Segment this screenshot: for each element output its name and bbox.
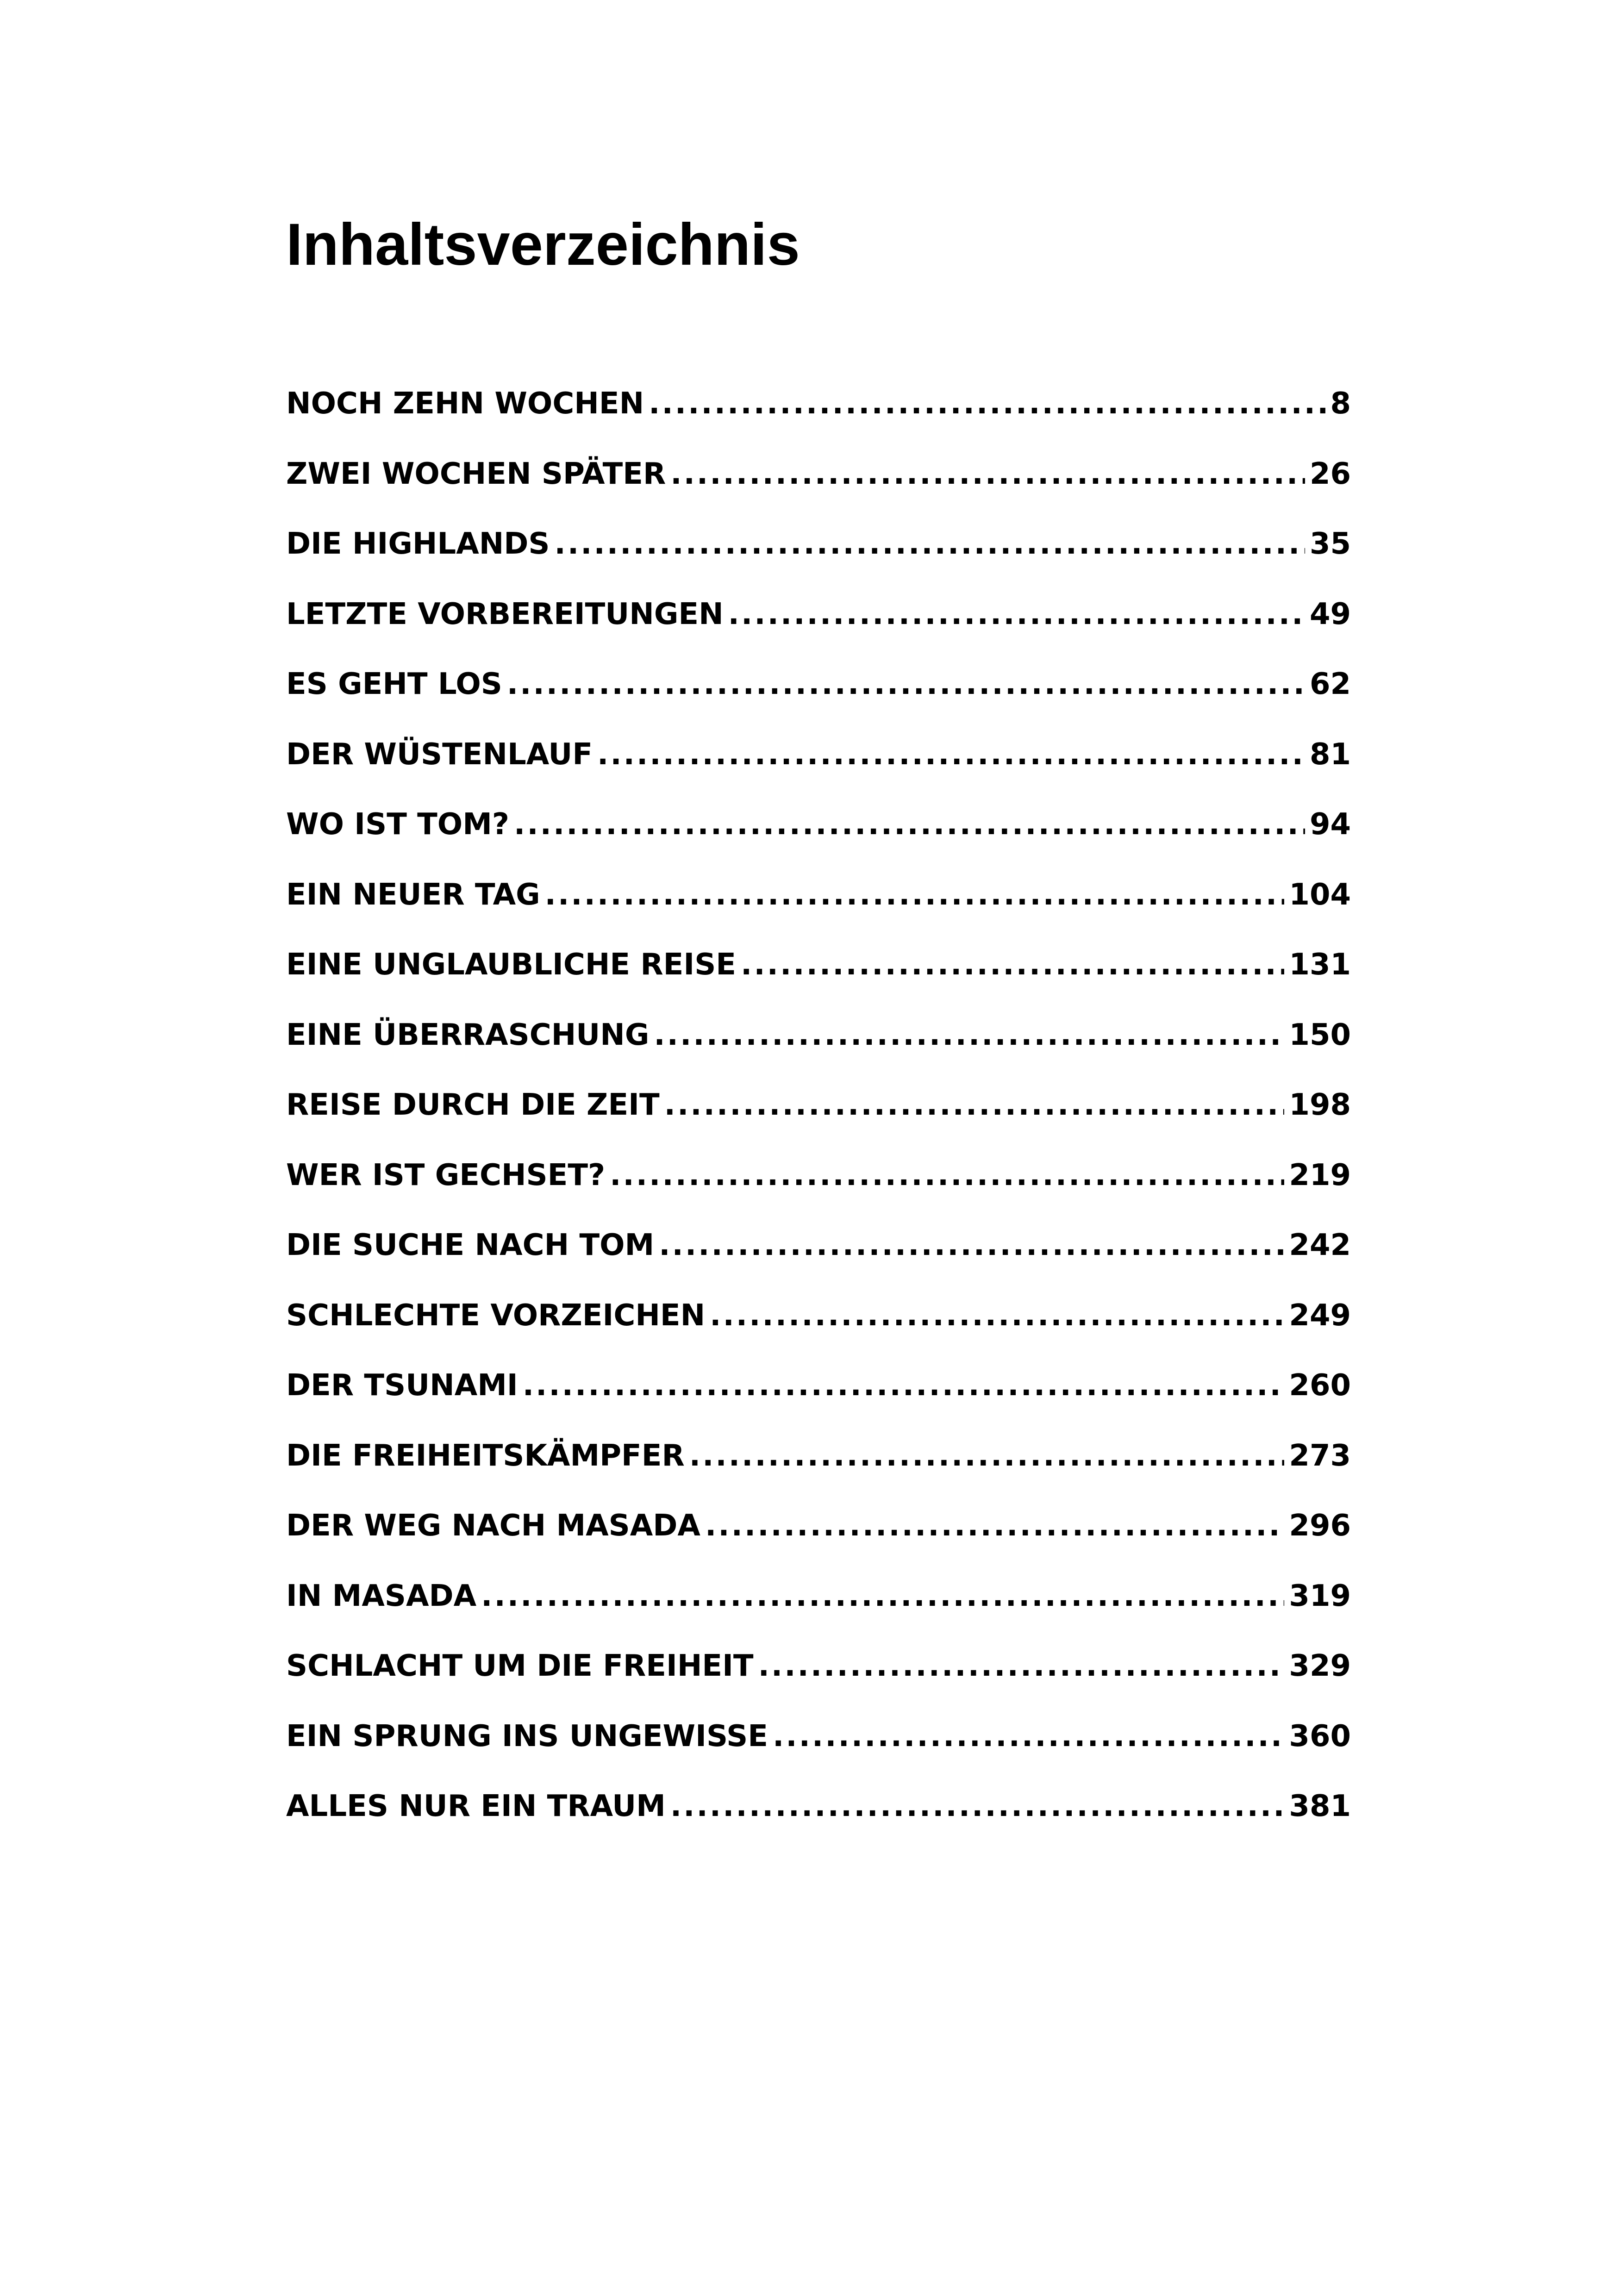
toc-entry[interactable] xyxy=(286,801,1351,872)
toc-entry[interactable] xyxy=(286,1362,1351,1433)
toc-entry[interactable] xyxy=(286,872,1351,942)
toc-entry[interactable] xyxy=(286,1783,1351,1853)
toc-entry-label: NOCH ZEHN WOCHEN xyxy=(286,387,644,421)
toc-leader-dots xyxy=(689,1433,1285,1479)
toc-entry[interactable] xyxy=(286,381,1351,451)
toc-entry[interactable] xyxy=(286,942,1351,1012)
toc-entry-label: IN MASADA xyxy=(286,1578,477,1613)
toc-entry-label: ZWEI WOCHEN SPÄTER xyxy=(286,456,666,491)
toc-entry-page: 94 xyxy=(1309,807,1351,842)
toc-entry-label: EINE ÜBERRASCHUNG xyxy=(286,1017,650,1052)
toc-entry-label: DER TSUNAMI xyxy=(286,1368,518,1403)
toc-entry-label: LETZTE VORBEREITUNGEN xyxy=(286,597,724,631)
toc-entry-page: 150 xyxy=(1289,1017,1351,1052)
toc-leader-dots xyxy=(514,801,1305,848)
toc-leader-dots xyxy=(555,521,1305,567)
toc-entry[interactable] xyxy=(286,1573,1351,1643)
toc-entry-label: SCHLECHTE VORZEICHEN xyxy=(286,1298,706,1333)
toc-entry-page: 8 xyxy=(1330,387,1351,421)
toc-leader-dots xyxy=(659,1222,1284,1268)
toc-entry-page: 273 xyxy=(1289,1438,1351,1473)
toc-entry-label: ALLES NUR EIN TRAUM xyxy=(286,1789,666,1823)
toc-entry-page: 219 xyxy=(1289,1158,1351,1192)
toc-leader-dots xyxy=(670,451,1305,497)
toc-leader-dots xyxy=(649,381,1325,427)
toc-leader-dots xyxy=(481,1573,1284,1619)
toc-entry-label: REISE DURCH DIE ZEIT xyxy=(286,1088,660,1122)
toc-entry[interactable] xyxy=(286,1152,1351,1223)
toc-entry-page: 131 xyxy=(1289,948,1351,982)
toc-entry[interactable] xyxy=(286,1012,1351,1082)
toc-entry-label: DIE HIGHLANDS xyxy=(286,527,550,561)
toc-entry-label: DER WEG NACH MASADA xyxy=(286,1509,700,1543)
toc-leader-dots xyxy=(610,1152,1284,1198)
toc-entry-label: DER WÜSTENLAUF xyxy=(286,737,593,772)
toc-entry-page: 249 xyxy=(1289,1298,1351,1333)
toc-leader-dots xyxy=(741,942,1284,988)
toc-entry-page: 242 xyxy=(1289,1228,1351,1262)
toc-entry[interactable] xyxy=(286,1082,1351,1152)
toc-entry-label: SCHLACHT UM DIE FREIHEIT xyxy=(286,1649,754,1683)
toc-entry-page: 62 xyxy=(1309,667,1351,701)
toc-entry[interactable] xyxy=(286,731,1351,802)
toc-entry-label: EIN NEUER TAG xyxy=(286,877,540,912)
toc-leader-dots xyxy=(758,1643,1285,1689)
toc-entry[interactable] xyxy=(286,661,1351,731)
table-of-contents xyxy=(286,381,1351,1853)
toc-leader-dots xyxy=(710,1292,1284,1339)
toc-entry[interactable] xyxy=(286,451,1351,521)
toc-entry-label: DIE SUCHE NACH TOM xyxy=(286,1228,655,1262)
toc-entry-page: 35 xyxy=(1309,527,1351,561)
toc-entry-page: 198 xyxy=(1289,1088,1351,1122)
toc-entry[interactable] xyxy=(286,1713,1351,1784)
toc-entry-label: ES GEHT LOS xyxy=(286,667,502,701)
toc-entry-page: 296 xyxy=(1289,1509,1351,1543)
toc-leader-dots xyxy=(507,661,1305,707)
toc-entry-label: EIN SPRUNG INS UNGEWISSE xyxy=(286,1719,768,1753)
toc-entry-page: 26 xyxy=(1309,456,1351,491)
toc-entry[interactable] xyxy=(286,591,1351,661)
toc-leader-dots xyxy=(670,1783,1285,1829)
toc-entry[interactable] xyxy=(286,1643,1351,1713)
toc-leader-dots xyxy=(773,1713,1284,1759)
toc-entry-page: 381 xyxy=(1289,1789,1351,1823)
toc-entry[interactable] xyxy=(286,521,1351,591)
toc-entry-label: DIE FREIHEITSKÄMPFER xyxy=(286,1438,685,1473)
toc-leader-dots xyxy=(545,872,1285,918)
toc-leader-dots xyxy=(523,1362,1285,1409)
toc-entry-page: 104 xyxy=(1289,877,1351,912)
toc-entry-page: 329 xyxy=(1289,1649,1351,1683)
toc-entry-page: 260 xyxy=(1289,1368,1351,1403)
toc-entry[interactable] xyxy=(286,1433,1351,1503)
toc-entry[interactable] xyxy=(286,1292,1351,1363)
toc-entry-page: 360 xyxy=(1289,1719,1351,1753)
toc-leader-dots xyxy=(664,1082,1285,1128)
toc-leader-dots xyxy=(705,1503,1284,1549)
toc-entry-label: EINE UNGLAUBLICHE REISE xyxy=(286,948,736,982)
toc-entry-page: 49 xyxy=(1309,597,1351,631)
toc-entry-page: 81 xyxy=(1309,737,1351,772)
toc-entry[interactable] xyxy=(286,1222,1351,1292)
toc-leader-dots xyxy=(654,1012,1284,1058)
toc-entry[interactable] xyxy=(286,1503,1351,1573)
toc-leader-dots xyxy=(597,731,1305,778)
toc-leader-dots xyxy=(728,591,1305,637)
toc-entry-label: WER IST GECHSET? xyxy=(286,1158,606,1192)
page-title: Inhaltsverzeichnis xyxy=(286,212,800,278)
toc-entry-label: WO IST TOM? xyxy=(286,807,509,842)
toc-entry-page: 319 xyxy=(1289,1578,1351,1613)
